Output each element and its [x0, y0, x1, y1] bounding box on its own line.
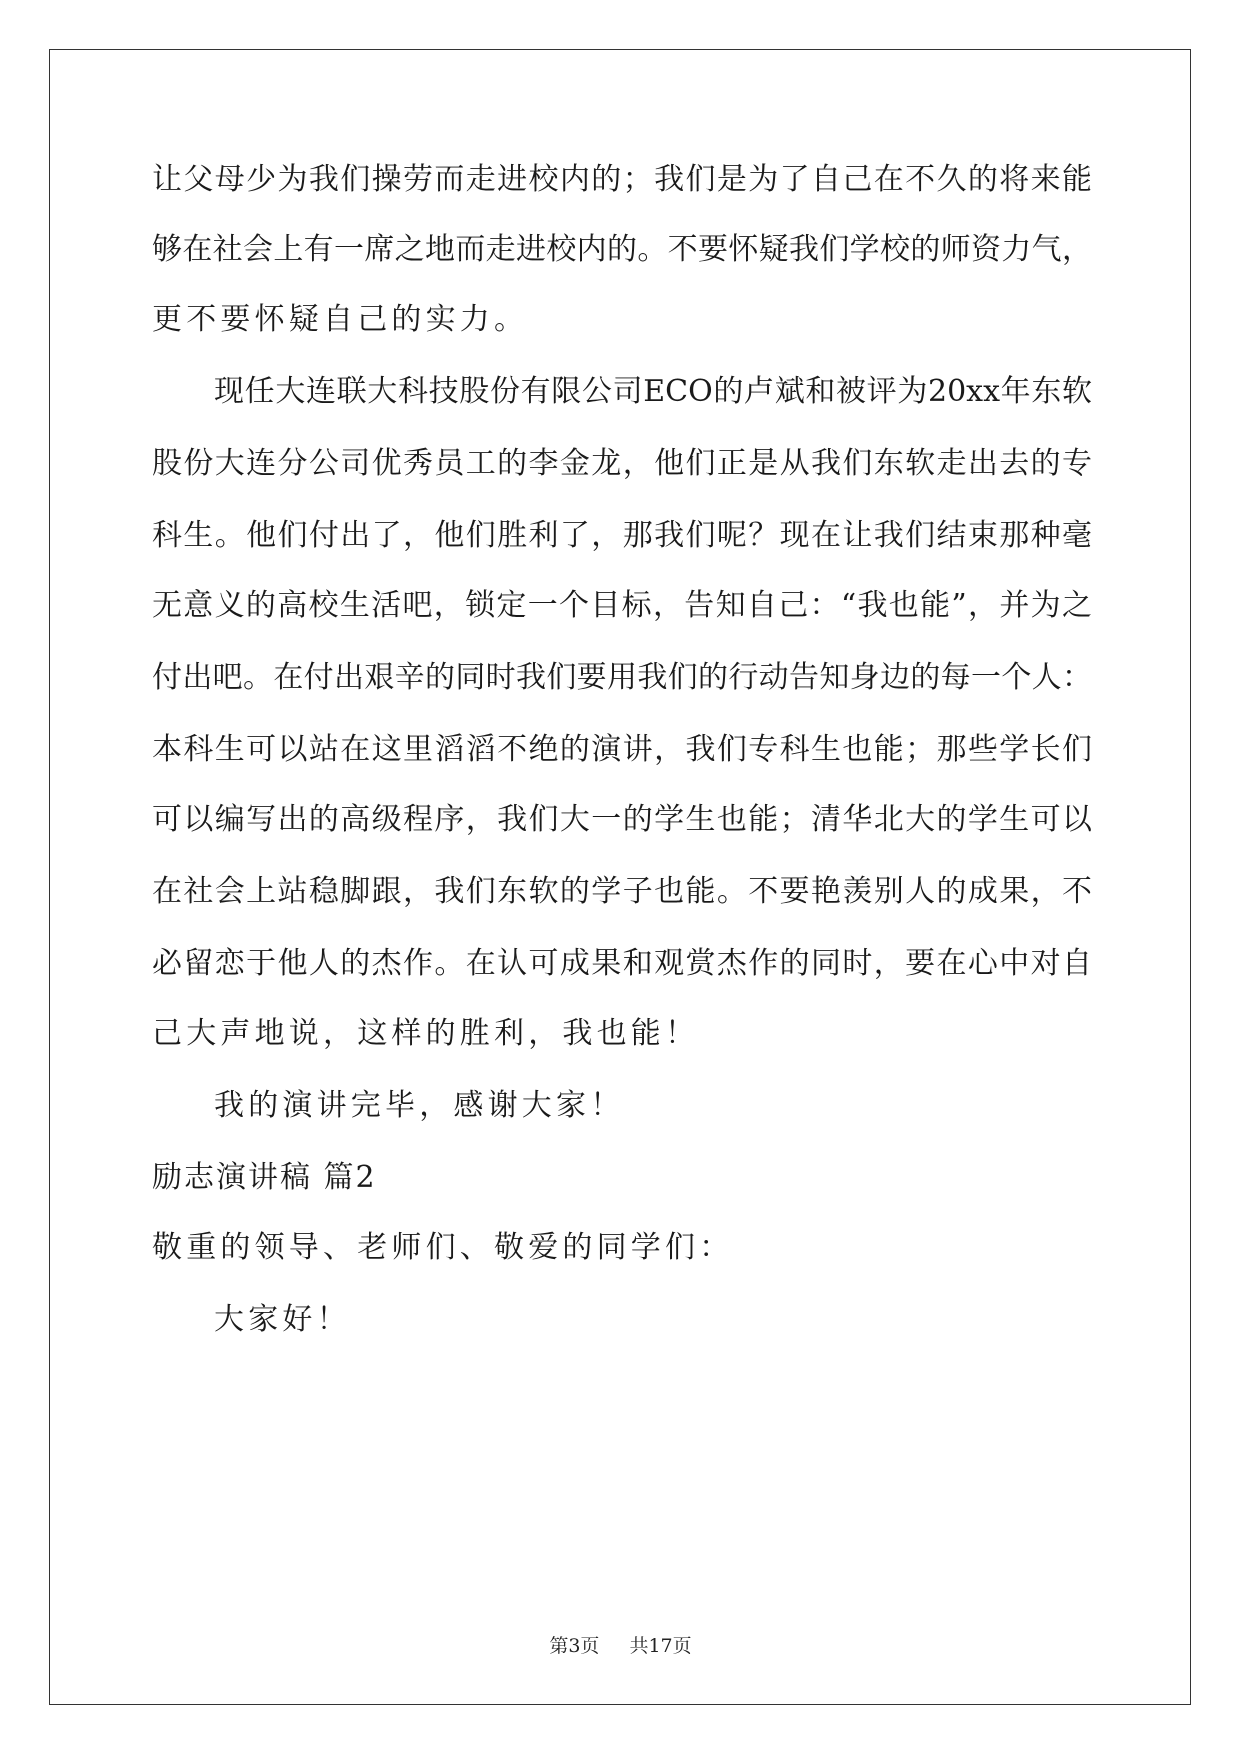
page-total: 共17页 — [629, 1635, 692, 1657]
text-line: 无意义的高校生活吧，锁定一个目标，告知自己：“我也能”，并为之 — [152, 588, 1092, 623]
salutation-line: 敬重的领导、老师们、敬爱的同学们： — [152, 1230, 734, 1265]
text-line: 己大声地说，这样的胜利，我也能！ — [152, 1016, 700, 1051]
section-heading: 励志演讲稿 篇2 — [152, 1160, 377, 1195]
text-line: 够在社会上有一席之地而走进校内的。不要怀疑我们学校的师资力气， — [152, 232, 1092, 267]
text-line: 必留恋于他人的杰作。在认可成果和观赏杰作的同时，要在心中对自 — [152, 946, 1092, 981]
text-line: 科生。他们付出了，他们胜利了，那我们呢？现在让我们结束那种毫 — [152, 518, 1092, 553]
text-line: 可以编写出的高级程序，我们大一的学生也能；清华北大的学生可以 — [152, 802, 1092, 837]
text-line: 股份大连分公司优秀员工的李金龙，他们正是从我们东软走出去的专 — [152, 446, 1092, 481]
page-number: 第3页 — [549, 1635, 600, 1657]
text-line: 现任大连联大科技股份有限公司ECO的卢斌和被评为20xx年东软 — [214, 374, 1092, 409]
text-line: 本科生可以站在这里滔滔不绝的演讲，我们专科生也能；那些学长们 — [152, 732, 1092, 767]
text-line: 付出吧。在付出艰辛的同时我们要用我们的行动告知身边的每一个人： — [152, 660, 1092, 695]
text-line: 更不要怀疑自己的实力。 — [152, 302, 529, 337]
text-line: 让父母少为我们操劳而走进校内的；我们是为了自己在不久的将来能 — [152, 162, 1092, 197]
greeting-line: 大家好！ — [214, 1302, 351, 1337]
text-line: 在社会上站稳脚跟，我们东软的学子也能。不要艳羡别人的成果，不 — [152, 874, 1092, 909]
page-footer — [0, 1634, 1241, 1658]
closing-line: 我的演讲完毕，感谢大家！ — [214, 1088, 625, 1123]
